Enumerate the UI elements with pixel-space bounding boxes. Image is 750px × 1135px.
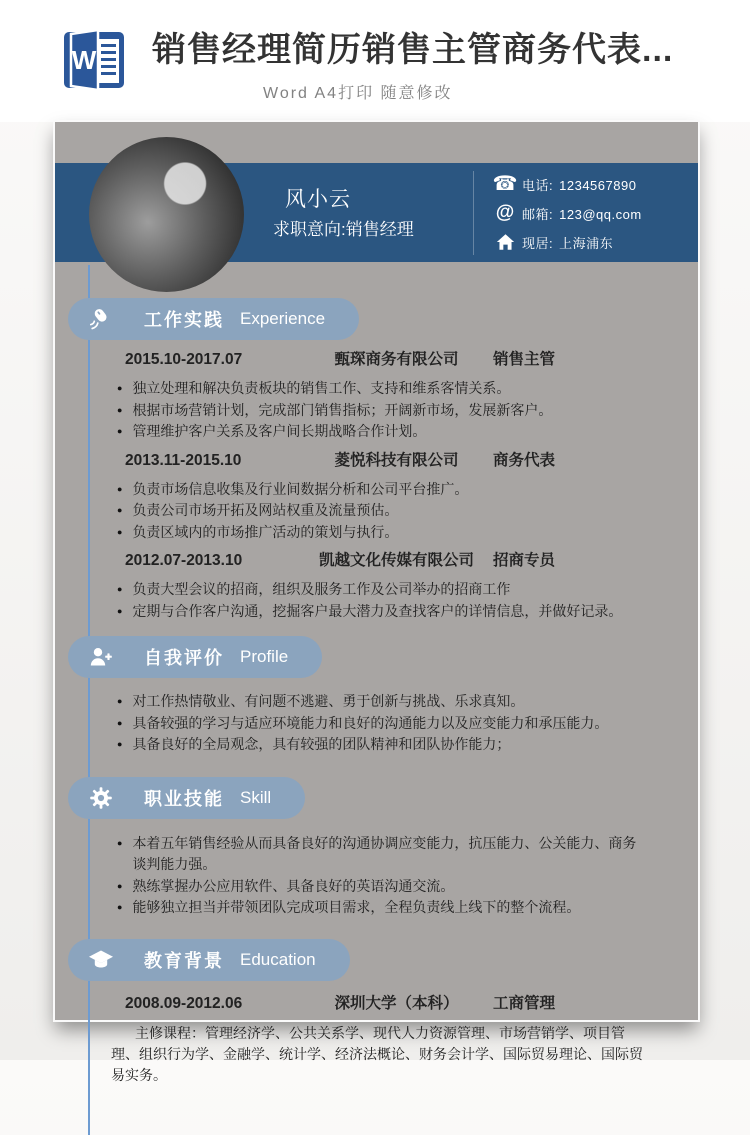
site-header — [0, 0, 750, 122]
job-bullets — [117, 378, 650, 443]
section-header-skill — [68, 777, 305, 819]
contact-address-row — [488, 229, 642, 255]
contact-phone-row — [488, 171, 642, 197]
section-title-en: Experience — [240, 309, 326, 328]
job-role: 销售主管 — [493, 351, 556, 368]
timeline-line — [88, 265, 90, 1135]
phone-value: 1234567890 — [559, 177, 637, 193]
identity-band — [55, 163, 698, 262]
home-icon — [488, 233, 522, 251]
at-icon: @ — [495, 202, 515, 223]
education-period: 2008.09-2012.06 — [125, 994, 243, 1012]
job-row — [125, 549, 653, 573]
job-period: 2015.10-2017.07 — [125, 351, 243, 368]
gear-icon — [86, 786, 116, 810]
phone-icon: ☎ — [492, 173, 518, 195]
section-title-cn: 工作实践 — [144, 310, 224, 330]
contact-block — [473, 171, 642, 255]
bullet-item: ● 能够独立担当并带领团队完成项目需求，全程负责线上线下的整个流程。 — [117, 897, 650, 919]
resume-page — [55, 122, 698, 1083]
section-title-en: Skill — [240, 787, 272, 807]
education-row — [125, 992, 653, 1016]
profile-photo — [89, 137, 244, 292]
bullet-item: ● 本着五年销售经验从而具备良好的沟通协调应变能力，抗压能力、公关能力、商务谈判能力强。 — [117, 833, 650, 876]
bullet-item: ● 根据市场营销计划，完成部门销售指标；开阔新市场，发展新客户。 — [117, 400, 650, 422]
user-plus-icon — [86, 645, 116, 669]
mouse-icon — [86, 307, 116, 331]
section-title-en: Education — [240, 949, 316, 969]
phone-label: 电话: — [522, 177, 554, 193]
bullet-item: ● 负责大型会议的招商，组织及服务工作及公司举办的招商工作 — [117, 579, 650, 601]
section-title-cn: 职业技能 — [144, 788, 224, 809]
bullet-item: ● 具备较强的学习与适应环境能力和良好的沟通能力以及应变能力和承压能力。 — [117, 713, 650, 735]
job-company: 菱悦科技有限公司 — [334, 451, 459, 469]
job-row — [125, 449, 653, 473]
bullet-item: ● 负责公司市场开拓及网站权重及流量预估。 — [117, 500, 650, 522]
profile-bullets — [117, 691, 650, 756]
bullet-item: ● 对工作热情敬业、有问题不逃避、勇于创新与挑战、乐求真知。 — [117, 691, 650, 713]
bullet-item: ● 独立处理和解决负责板块的销售工作、支持和维系客情关系。 — [117, 378, 650, 400]
candidate-name: 风小云 — [285, 188, 351, 211]
contact-email-row — [488, 200, 642, 226]
section-header-experience — [68, 298, 359, 340]
job-company: 凯越文化传媒有限公司 — [318, 552, 474, 569]
word-logo-icon — [62, 26, 128, 92]
job-period: 2012.07-2013.10 — [125, 552, 243, 569]
bullet-item: ● 熟练掌握办公应用软件、具备良好的英语沟通交流。 — [117, 876, 650, 898]
job-role: 商务代表 — [493, 451, 556, 469]
bullet-item: ● 负责市场信息收集及行业间数据分析和公司平台推广。 — [117, 479, 650, 501]
education-major: 工商管理 — [493, 994, 556, 1012]
bullet-item: ● 管理维护客户关系及客户间长期战略合作计划。 — [117, 421, 650, 443]
section-title-cn: 自我评价 — [144, 648, 224, 668]
section-header-education — [68, 939, 350, 981]
job-bullets — [117, 579, 650, 622]
page-title: 销售经理简历销售主管商务代表... — [152, 31, 674, 69]
job-period: 2013.11-2015.10 — [125, 451, 242, 469]
job-bullets — [117, 479, 650, 544]
bullet-item: ● 定期与合作客户沟通，挖掘客户最大潜力及查找客户的详情信息，并做好记录。 — [117, 601, 650, 623]
address-value: 上海浦东 — [559, 235, 614, 251]
job-company: 甄琛商务有限公司 — [334, 351, 459, 368]
job-intention: 求职意向:销售经理 — [273, 220, 414, 239]
education-courses: 主修课程：管理经济学、公共关系学、现代人力资源管理、市场营销学、项目管理、组织行为学、金融学、统计学、经济法概论、财务会计学、国际贸易理论、国际贸易实务。 — [111, 1024, 643, 1083]
email-label: 邮箱: — [522, 206, 554, 222]
job-role: 招商专员 — [493, 552, 556, 569]
skill-bullets — [117, 833, 650, 919]
page-subtitle: Word A4打印 随意修改 — [263, 85, 453, 102]
email-value: 123@qq.com — [559, 206, 642, 222]
bullet-item: ● 负责区域内的市场推广活动的策划与执行。 — [117, 522, 650, 544]
bullet-item: ● 具备良好的全局观念，具有较强的团队精神和团队协作能力； — [117, 734, 650, 756]
section-header-profile — [68, 636, 322, 678]
address-label: 现居: — [522, 235, 554, 251]
section-title-cn: 教育背景 — [144, 950, 224, 971]
section-title-en: Profile — [240, 647, 289, 666]
education-school: 深圳大学（本科） — [334, 994, 459, 1012]
graduation-cap-icon — [86, 949, 116, 971]
svg-text:W: W — [71, 45, 97, 75]
job-row — [125, 348, 653, 372]
